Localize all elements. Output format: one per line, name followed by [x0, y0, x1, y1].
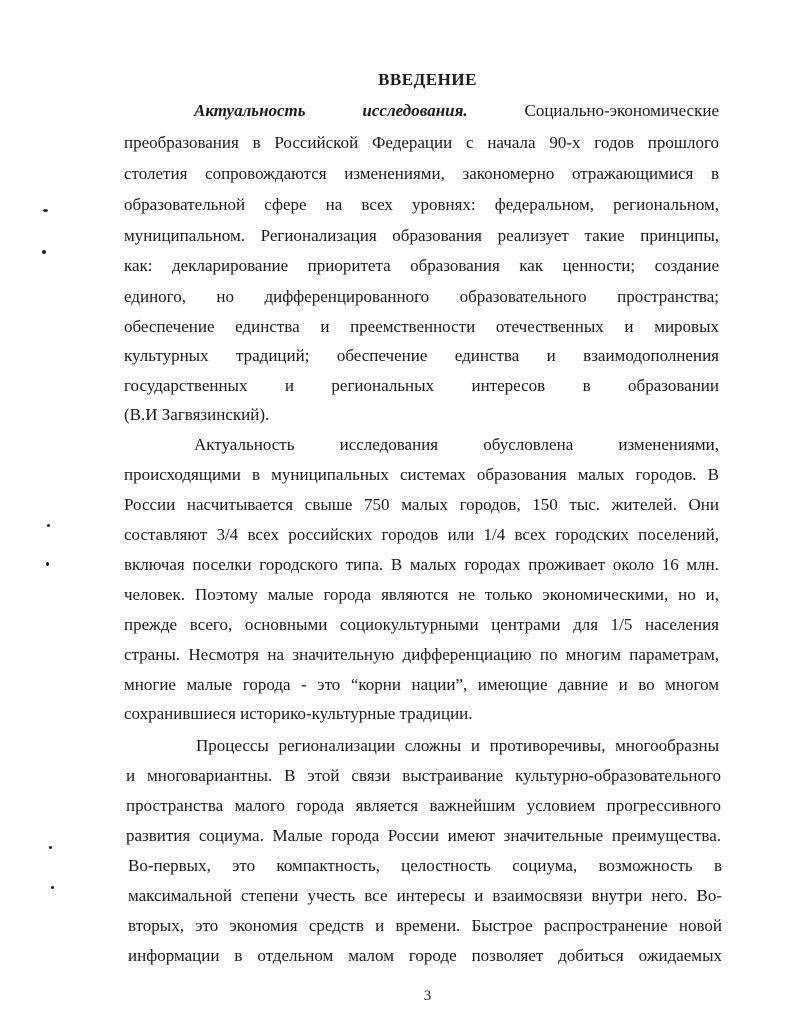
- lead-rest: Социально-экономические: [524, 101, 719, 120]
- paragraph-1-line: государственных и региональных интересов в образовании: [124, 376, 719, 395]
- paragraph-1-line: обеспечение единства и преемственности отечественных и мировых: [124, 317, 719, 336]
- paragraph-2-line: многие малые города - это “корни нации”, имеющие давние и во многом: [124, 675, 719, 694]
- lead-term-2: исследования.: [362, 101, 468, 120]
- paragraph-3-line: максимальной степени учесть все интересы и взаимосвязи внутри него. Во-: [128, 886, 722, 905]
- paragraph-1-line: преобразования в Российской Федерации с начала 90-х годов прошлого: [124, 133, 719, 152]
- paragraph-1-line-1: [194, 101, 719, 121]
- paragraph-2-line: происходящими в муниципальных системах образования малых городов. В: [124, 465, 719, 484]
- paragraph-2-line: Актуальность исследования обусловлена изменениями,: [194, 435, 719, 454]
- paragraph-3-line: Во-первых, это компактность, целостность социума, возможность в: [128, 856, 722, 875]
- paragraph-2-line: составляют 3/4 всех российских городов или 1/4 всех городских поселений,: [124, 525, 719, 544]
- paragraph-1-line: муниципальном. Регионализация образования реализует такие принципы,: [124, 226, 719, 245]
- scan-speck: [43, 209, 48, 212]
- paragraph-3-line: информации в отдельном малом городе позволяет добиться ожидаемых: [128, 946, 722, 965]
- paragraph-1-line: (В.И Загвязинский).: [124, 405, 270, 424]
- paragraph-2-line: страны. Несмотря на значительную дифференциацию по многим параметрам,: [124, 645, 719, 664]
- paragraph-3-line: развития социума. Малые города России имеют значительные преимущества.: [126, 826, 721, 845]
- scan-speck: [42, 250, 46, 254]
- paragraph-1-line: единого, но дифференцированного образовательного пространства;: [124, 287, 719, 306]
- paragraph-1-line: как: декларирование приоритета образования как ценности; создание: [124, 256, 719, 275]
- page-number: 3: [423, 988, 432, 1004]
- paragraph-1-line: столетия сопровождаются изменениями, закономерно отражающимися в: [124, 164, 719, 183]
- paragraph-2-line: сохранившиеся историко-культурные традиции.: [124, 704, 473, 723]
- paragraph-2-line: человек. Поэтому малые города являются не только экономическими, но и,: [124, 585, 719, 604]
- paragraph-3-line: вторых, это экономия средств и времени. Быстрое распространение новой: [128, 916, 722, 935]
- paragraph-1-line: образовательной сфере на всех уровнях: федеральном, региональном,: [124, 195, 719, 214]
- scan-speck: [47, 524, 50, 527]
- paragraph-2-line: прежде всего, основными социокультурными центрами для 1/5 населения: [124, 615, 719, 634]
- scan-speck: [51, 886, 54, 889]
- paragraph-2-line: России насчитывается свыше 750 малых городов, 150 тыс. жителей. Они: [124, 495, 719, 514]
- paragraph-1-line: культурных традиций; обеспечение единства и взаимодополнения: [124, 346, 719, 365]
- scan-speck: [49, 846, 52, 849]
- paragraph-3-line: и многовариантны. В этой связи выстраивание культурно-образовательного: [126, 766, 721, 785]
- paragraph-3-line: Процессы регионализации сложны и противоречивы, многообразны: [196, 736, 719, 755]
- scan-speck: [46, 562, 49, 566]
- page-title: ВВЕДЕНИЕ: [378, 70, 477, 89]
- paragraph-3-line: пространства малого города является важнейшим условием прогрессивного: [126, 796, 721, 815]
- lead-term-1: Актуальность: [194, 101, 306, 120]
- paragraph-2-line: включая поселки городского типа. В малых городах проживает около 16 млн.: [124, 555, 719, 574]
